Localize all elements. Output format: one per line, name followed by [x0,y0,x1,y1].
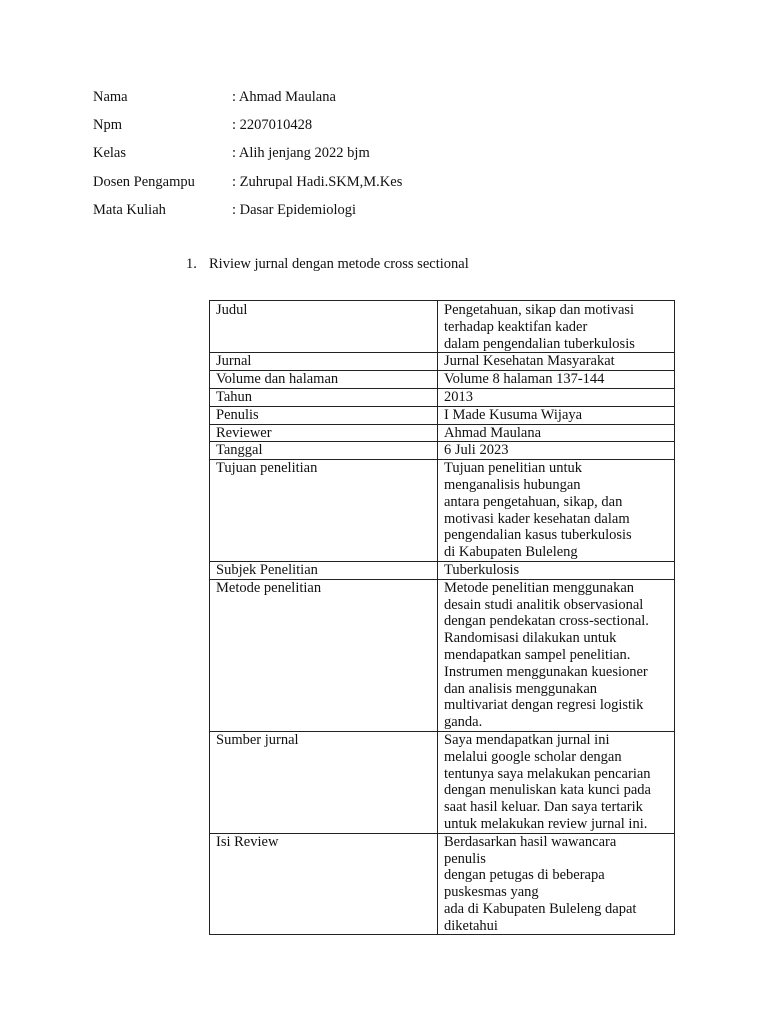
table-value-cell: Metode penelitian menggunakan desain studi analitik observasional dengan pendekatan cross-sectional. Randomisasi dilakukan untuk mendapatkan sampel penelitian. Instrumen menggunakan kuesioner dan analisis menggunakan multivariat dengan regresi logistik ganda. [438,579,675,731]
table-key-cell: Judul [210,301,438,353]
info-row-nama [93,87,402,115]
info-row-mata-kuliah [93,200,402,228]
section-number: 1. [186,256,197,272]
info-row-kelas [93,143,402,171]
section-heading [186,254,469,274]
info-value: : Ahmad Maulana [232,89,336,105]
table-key-cell: Tahun [210,388,438,406]
table-value-cell: 6 Juli 2023 [438,442,675,460]
table-value-cell: Tuberkulosis [438,561,675,579]
table-key-cell: Subjek Penelitian [210,561,438,579]
table-key-cell: Tanggal [210,442,438,460]
table-row [210,561,675,579]
table-value-cell: Ahmad Maulana [438,424,675,442]
table-row [210,424,675,442]
table-value-cell: I Made Kusuma Wijaya [438,406,675,424]
table-value-cell: Pengetahuan, sikap dan motivasi terhadap keaktifan kader dalam pengendalian tuberkulosis [438,301,675,353]
review-table [209,300,675,935]
table-key-cell: Penulis [210,406,438,424]
table-row [210,833,675,935]
info-label: Nama [93,89,128,105]
table-key-cell: Volume dan halaman [210,371,438,389]
table-row [210,353,675,371]
table-row [210,442,675,460]
table-key-cell: Tujuan penelitian [210,460,438,562]
table-key-cell: Metode penelitian [210,579,438,731]
info-row-npm [93,115,402,143]
table-row [210,731,675,833]
info-label: Kelas [93,145,127,162]
table-row [210,406,675,424]
table-key-cell: Jurnal [210,353,438,371]
info-label: Mata Kuliah [93,201,166,218]
table-value-cell: Berdasarkan hasil wawancara penulis dengan petugas di beberapa puskesmas yang ada di Kabupaten Buleleng dapat diketahui [438,833,675,935]
table-row [210,579,675,731]
table-row [210,371,675,389]
info-value: : Dasar Epidemiologi [232,201,357,218]
info-label: Dosen Pengampu [93,173,195,190]
table-row [210,301,675,353]
table-row [210,388,675,406]
table-key-cell: Reviewer [210,424,438,442]
student-info [93,87,402,228]
table-key-cell: Sumber jurnal [210,731,438,833]
table-row [210,460,675,562]
table-value-cell: Saya mendapatkan jurnal ini melalui google scholar dengan tentunya saya melakukan pencarian dengan menuliskan kata kunci pada saat hasil keluar. Dan saya tertarik untuk melakukan review jurnal ini. [438,731,675,833]
section-title: Riview jurnal dengan metode cross sectional [209,256,469,272]
info-label: Npm [93,117,122,134]
table-value-cell: Jurnal Kesehatan Masyarakat [438,353,675,371]
table-value-cell: Volume 8 halaman 137-144 [438,371,675,389]
info-row-dosen [93,172,402,200]
table-key-cell: Isi Review [210,833,438,935]
info-value: : 2207010428 [232,117,313,134]
info-value: : Zuhrupal Hadi.SKM,M.Kes [232,173,403,190]
table-value-cell: 2013 [438,388,675,406]
table-value-cell: Tujuan penelitian untuk menganalisis hubungan antara pengetahuan, sikap, dan motivasi kader kesehatan dalam pengendalian kasus tuberkulosis di Kabupaten Buleleng [438,460,675,562]
info-value: : Alih jenjang 2022 bjm [232,145,370,162]
